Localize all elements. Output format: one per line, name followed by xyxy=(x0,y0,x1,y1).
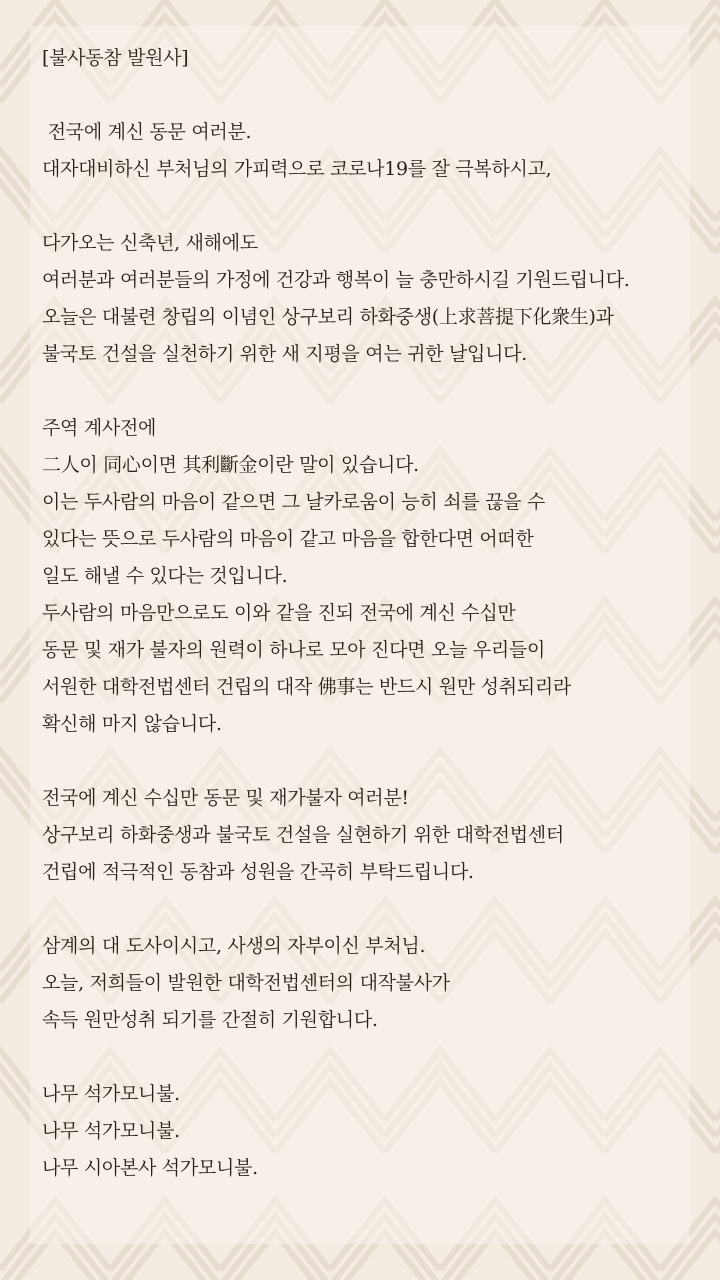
text-line: 나무 시아본사 석가모니불. xyxy=(42,1157,258,1179)
text-line: 나무 석가모니불. xyxy=(42,1083,180,1105)
text-line: 나무 석가모니불. xyxy=(42,1120,180,1142)
paragraph-prayer xyxy=(42,928,692,1039)
text-line: 속득 원만성취 되기를 간절히 기원합니다. xyxy=(42,1009,378,1031)
paragraph-appeal xyxy=(42,780,692,891)
text-line: 불국토 건설을 실천하기 위한 새 지평을 여는 귀한 날입니다. xyxy=(42,343,527,365)
text-line: 二人이 同心이면 其利斷金이란 말이 있습니다. xyxy=(42,454,419,476)
letter-title: [불사동참 발원사] xyxy=(42,47,189,69)
paragraph-book-of-changes xyxy=(42,410,692,743)
text-line: 여러분과 여러분들의 가정에 건강과 행복이 늘 충만하시길 기원드립니다. xyxy=(42,269,630,291)
text-line: 대자대비하신 부처님의 가피력으로 코로나19를 잘 극복하시고, xyxy=(42,158,552,180)
text-line: 서원한 대학전법센터 건립의 대작 佛事는 반드시 원만 성취되리라 xyxy=(42,676,571,698)
blank-line xyxy=(42,1039,692,1076)
text-line: 동문 및 재가 불자의 원력이 하나로 모아 진다면 오늘 우리들이 xyxy=(42,639,546,661)
text-line: 오늘은 대불련 창립의 이념인 상구보리 하화중생(上求菩提下化衆生)과 xyxy=(42,306,614,328)
text-line: 오늘, 저희들이 발원한 대학전법센터의 대작불사가 xyxy=(42,972,450,994)
chevron-stroke xyxy=(715,1066,720,1136)
text-line: 삼계의 대 도사이시고, 사생의 자부이신 부처님. xyxy=(42,935,426,957)
chevron-stroke xyxy=(715,766,720,836)
chevron-stroke xyxy=(715,1050,720,1120)
paragraph-homage xyxy=(42,1076,692,1187)
text-line: 두사람의 마음만으로도 이와 같을 진되 전국에 계신 수십만 xyxy=(42,602,516,624)
chevron-stroke xyxy=(715,150,720,220)
blank-line xyxy=(42,188,692,225)
paragraph-greeting xyxy=(42,114,692,188)
text-line: 확신해 마지 않습니다. xyxy=(42,713,222,735)
prayer-letter xyxy=(42,40,692,1187)
text-line: 전국에 계신 수십만 동문 및 재가불자 여러분! xyxy=(42,787,409,809)
chevron-stroke xyxy=(715,450,720,520)
blank-line xyxy=(42,891,692,928)
text-line: 전국에 계신 동문 여러분. xyxy=(42,121,252,143)
chevron-stroke xyxy=(715,166,720,236)
text-line: 건립에 적극적인 동참과 성원을 간곡히 부탁드립니다. xyxy=(42,861,474,883)
chevron-stroke xyxy=(715,466,720,536)
text-line: 주역 계사전에 xyxy=(42,417,157,439)
text-line: 다가오는 신축년, 새해에도 xyxy=(42,232,258,254)
text-line: 이는 두사람의 마음이 같으면 그 날카로움이 능히 쇠를 끊을 수 xyxy=(42,491,546,513)
blank-line xyxy=(42,373,692,410)
paragraph-new-year xyxy=(42,225,692,373)
text-line: 있다는 뜻으로 두사람의 마음이 같고 마음을 합한다면 어떠한 xyxy=(42,528,534,550)
text-line: 일도 해낼 수 있다는 것입니다. xyxy=(42,565,288,587)
text-line: 상구보리 하화중생과 불국토 건설을 실현하기 위한 대학전법센터 xyxy=(42,824,564,846)
blank-line xyxy=(42,77,692,114)
blank-line xyxy=(42,743,692,780)
chevron-stroke xyxy=(715,750,720,820)
